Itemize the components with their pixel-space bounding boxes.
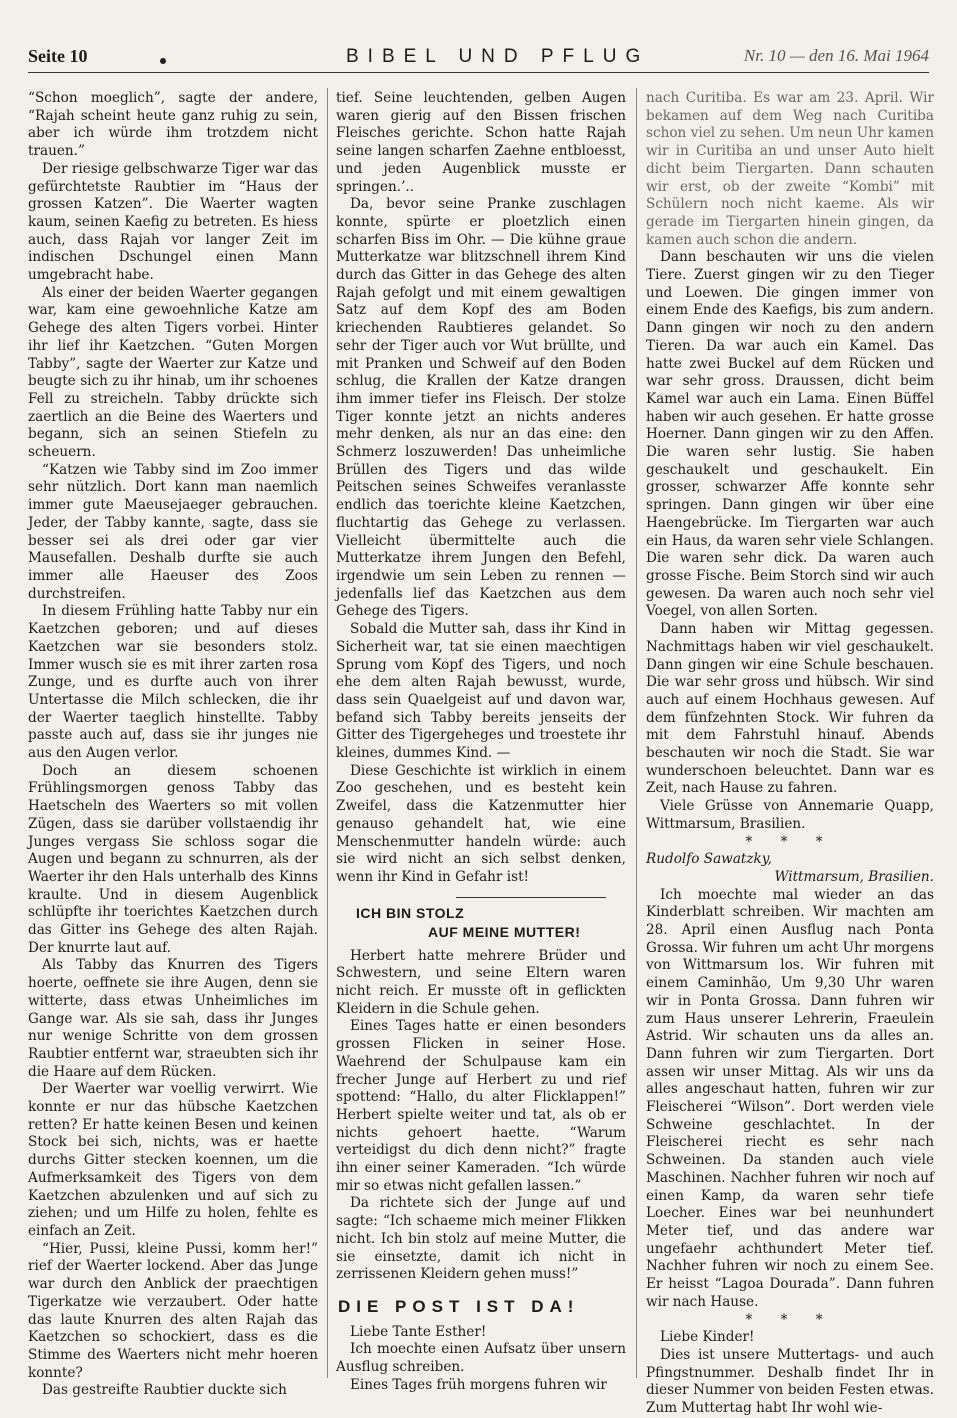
paragraph: Ich moechte einen Aufsatz über unsern Ausflug schreiben.: [336, 1341, 626, 1376]
paragraph: Dann beschauten wir uns die vielen Tiere. Zuerst gingen wir zu den Tieger und Loewen. Die gingen immer von einem Ende des Kaefigs, bis zum andern. Dann gingen wir noch zu den andern Tieren. Da war auch ein Kamel. Das hatte zwei Buckel auf dem Rücken und war sehr gross. Draussen, dicht beim Kamel war auch ein Lama. Einen Büffel haben wir auch gesehen. Er hatte grosse Hoerner. Dann gingen wir zu den Affen. Die waren sehr lustig. Sie haben geschaukelt und geschaukelt. Ein grosser, schwarzer Affe konnte sehr springen. Dann gingen wir über eine Haengebrücke. Im Tiergarten war auch ein Haus, da waren sehr viele Schlangen. Die waren sehr dick. Da waren auch grosse Fische. Beim Storch sind wir auch gewesen. Da waren auch noch sehr viel Voegel, von allen Sorten.: [646, 249, 934, 620]
paragraph: Dann haben wir Mittag gegessen. Nachmittags haben wir viel geschaukelt. Dann gingen wir eine Schule beschauen. Die war sehr gross und hübsch. Wir sind auch auf einem Hochhaus gewesen. Auf dem fünfzehnten Stock. Wir fuhren da mit dem Fahrstuhl hinauf. Abends beschauten wir noch die Stadt. Sie war wunderschoen beleuchtet. Dann war es Zeit, nach Hause zu fahren.: [646, 621, 934, 797]
column-1: [28, 90, 318, 1399]
paragraph: “Hier, Pussi, kleine Pussi, komm her!” rief der Waerter lockend. Aber das Junge war durch den Anblick der praechtigen Tigerkatze wie verzaubert. Oder hatte das laute Knurren des alten Rajah das Kaetzchen so schockiert, dass es die Stimme des Waerters nicht mehr hoeren konnte?: [28, 1240, 318, 1381]
paragraph: “Schon moeglich”, sagte der andere, “Rajah scheint heute ganz ruhig zu sein, aber ich würde ihm trotzdem nicht trauen.”: [28, 90, 318, 160]
paragraph: Doch an diesem schoenen Frühlingsmorgen genoss Tabby das Haetscheln des Waerters so mit vollen Zügen, dass sie darüber vollstaendig ihr Junges vergass Sie schloss sogar die Augen und begann zu schnurren, als der Waerter ihr den Hals unterhalb des Kinns kraulte. Und in diesem Augenblick schlüpfte ihr toerichtes Kaetzchen durch das Gitter ins Gehege des alten Rajah. Der knurrte laut auf.: [28, 762, 318, 956]
paragraph: Eines Tages früh morgens fuhren wir: [350, 1376, 607, 1393]
newspaper-title: BIBEL UND PFLUG: [346, 46, 650, 67]
paragraph: Herbert hatte mehrere Brüder und Schwestern, und seine Eltern waren nicht reich. Er musste oft in geflickten Kleidern in die Schule gehen.: [336, 947, 626, 1017]
paragraph: Dies ist unsere Muttertags- und auch Pfingstnummer. Deshalb findet Ihr in dieser Nummer von beiden Festen etwas. Zum Muttertag habt Ihr wohl wie-: [646, 1346, 934, 1417]
headline-line-1: ICH BIN STOLZ: [356, 904, 465, 921]
letter-salutation: Liebe Tante Esther!: [350, 1323, 487, 1340]
column-divider: [327, 88, 328, 1378]
headline-line-2: AUF MEINE MUTTER!: [428, 923, 581, 940]
paragraph: Das gestreifte Raubtier duckte sich: [42, 1382, 287, 1399]
header-rule: [28, 72, 929, 73]
page-header: [28, 44, 929, 74]
paragraph: Als einer der beiden Waerter gegangen war, kam eine gewoehnliche Katze am Gehege des alten Tigers vorbei. Hinter ihr lief ihr Kaetzchen. “Guten Morgen Tabby”, sagte der Waerter zur Katze und beugte sich zu ihr hinab, um ihr schoenes Fell zu streicheln. Tabby drückte sich zaertlich an die Beine des Waerters und begann, sich an seinen Stiefeln zu scheuern.: [28, 284, 318, 461]
paragraph: Der riesige gelbschwarze Tiger war das gefürchtetste Raubtier im “Haus der grossen Katzen”. Die Waerter wagten kaum, seinen Kaefig zu betreten. Es hiess auch, dass Rajah vor langer Zeit im indischen Dschungel einen Mann umgebracht habe.: [28, 160, 318, 284]
section-rule: [456, 897, 606, 898]
letter-salutation: Liebe Kinder!: [660, 1329, 755, 1346]
column-3: [646, 90, 934, 1417]
paragraph: Ich moechte mal wieder an das Kinderblatt schreiben. Wir machten am 28. April einen Ausflug nach Ponta Grossa. Wir fuhren um acht Uhr morgens von Wittmarsum los. Wir fuhren mit einem Caminhão, Um 9,30 Uhr waren wir in Ponta Grossa. Dann fuhren wir zum Haus unserer Lehrerin, Fraeulein Astrid. Wir schauten uns da alles an. Dann fuhren wir zum Tiergarten. Dort assen wir unser Mittag. Als wir uns da alles angeschaut hatten, fuhren wir zur Fleischerei “Wilson”. Dort werden viele Schweine geschlachtet. In der Fleischerei riecht es sehr nach Schweinen. Da standen auch viele Maschinen. Nachher fuhren wir noch auf einen Kamp, da waren sehr tiefe Loecher. Eines war bei neunhundert Meter tief, und das andere war ungefaehr achthundert Meter tief. Nachher fuhren wir noch zu einem See. Er heisst “Lagoa Dourada”. Dann fuhren wir nach Hause.: [646, 886, 934, 1310]
paragraph: Der Waerter war voellig verwirrt. Wie konnte er nur das hübsche Kaetzchen retten? Er hatte keinen Besen und keinen Stock bei sich, nichts, was er haette durchs Gitter stecken koennen, um die Aufmerksamkeit des Tigers von dem Kaetzchen abzulenken und auf sich zu ziehen; und um Hilfe zu holen, fehlte es einfach an Zeit.: [28, 1081, 318, 1239]
paragraph: Eines Tages hatte er einen besonders grossen Flicken in seiner Hose. Waehrend der Schulpause kam ein frecher Junge auf Herbert zu und rief spottend: “Hallo, du alter Flicklappen!” Herbert spielte weiter und tat, als ob er nichts gehoert haette. “Warum verteidigst du dich denn nicht?” fragte ihn einer seiner Kameraden. “Ich würde mir so etwas nicht gefallen lassen.”: [336, 1018, 626, 1194]
section-title: DIE POST IST DA!: [338, 1297, 580, 1316]
paragraph: tief. Seine leuchtenden, gelben Augen waren gierig auf den Bissen frischen Fleisches gerichte. Schon hatte Rajah seine langen scharfen Zaehne entbloesst, und jeden Augenblick musste er springen.’..: [336, 90, 626, 195]
author-name: Rudolfo Sawatzky,: [646, 851, 772, 868]
paragraph: Da, bevor seine Pranke zuschlagen konnte, spürte er ploetzlich einen scharfen Biss im Ohr. — Die kühne graue Mutterkatze war blitzschnell ihrem Kind durch das Gitter in das Gehege des alten Rajah gefolgt und mit einem gewaltigen Satz auf dem Kopf des am Boden kriechenden Raubtieres gelandet. So sehr der Tiger auch vor Wut brüllte, und mit Pranken und Schweif auf den Boden schlug, die Krallen der Katze drangen ihm immer tiefer ins Fleisch. Der stolze Tiger konnte jetzt an nichts anderes mehr denken, als nur an das eine: den Schmerz loszuwerden! Das unheimliche Brüllen des Tigers und das wilde Peitschen seines Schweifes veranlasste endlich das toerichte kleine Kaetzchen, fluchtartig das Gehege zu verlassen. Vielleicht übermittelte auch die Mutterkatze ihrem Jungen den Befehl, irgendwie um sein Leben zu rennen — jedenfalls lief das Kaetzchen aus dem Gehege des Tigers.: [336, 196, 626, 620]
separator-stars: * * *: [745, 833, 835, 850]
column-2: [336, 90, 626, 1393]
paragraph: nach Curitiba. Es war am 23. April. Wir bekamen auf dem Weg nach Curitiba schon viel zu sehen. Um neun Uhr kamen wir in Curitiba an und unser Auto hielt dicht beim Tiergarten. Dann schauten wir erst, ob der zweite “Kombi” mit Schülern noch nicht kaeme. Als wir gerade im Tiergarten hinein gingen, da kamen auch schon die andern.: [646, 90, 934, 248]
letter-signature: Viele Grüsse von Annemarie Quapp, Wittmarsum, Brasilien.: [646, 798, 934, 832]
paragraph: “Katzen wie Tabby sind im Zoo immer sehr nützlich. Dort kann man naemlich immer gute Maeusejaeger gebrauchen. Jeder, der Tabby kannte, sagte, dass sie besser sei als drei oder gar vier Mausefallen. Deshalb durfte sie auch immer alle Haeuser des Zoos durchstreifen.: [28, 461, 318, 602]
separator-stars: * * *: [745, 1311, 835, 1328]
paragraph: In diesem Frühling hatte Tabby nur ein Kaetzchen geboren; und auf dieses Kaetzchen war sie besonders stolz. Immer wusch sie es mit ihrer zarten rosa Zunge, und es durfte auch von ihrer Untertasse die Milch schlecken, die ihr der Waerter taeglich hinstellte. Tabby passte auch auf, dass sie ihr junges nie aus den Augen verlor.: [28, 603, 318, 762]
column-divider: [636, 88, 637, 1378]
story-headline: [336, 904, 626, 942]
paragraph: Diese Geschichte ist wirklich in einem Zoo geschehen, und es besteht kein Zweifel, dass die Katzenmutter hier genauso gehandelt hat, wie eine Menschenmutter handeln würde: auch sie wird nicht an sich selbst denken, wenn ihr Kind in Gefahr ist!: [336, 762, 626, 885]
print-mark: [160, 58, 166, 64]
author-place: Wittmarsum, Brasilien.: [774, 868, 934, 885]
paragraph: Als Tabby das Knurren des Tigers hoerte, oeffnete sie ihre Augen, denn sie witterte, dass etwas Unheimliches im Gange war. Als sie sah, dass ihr Junges nur wenige Schritte von dem grossen Raubtier entfernt war, straeubten sich ihr die Haare auf dem Rücken.: [28, 957, 318, 1080]
paragraph: Sobald die Mutter sah, dass ihr Kind in Sicherheit war, tat sie einen maechtigen Sprung vom Kopf des Tigers, und noch ehe dem alten Rajah bewusst, wurde, dass sein Quaelgeist auf und davon war, befand sich Tabby bereits jenseits der Gitter des Tigergeheges und troestete ihr kleines, dummes Kind. —: [336, 621, 626, 762]
issue-date: Nr. 10 — den 16. Mai 1964: [743, 46, 929, 65]
page-number: Seite 10: [28, 46, 88, 66]
paragraph: Da richtete sich der Junge auf und sagte: “Ich schaeme mich meiner Flikken nicht. Ich bin stolz auf meine Mutter, die sie einsetzte, damit ich nicht in zerrissenen Kleidern gehen muss!”: [336, 1195, 626, 1283]
